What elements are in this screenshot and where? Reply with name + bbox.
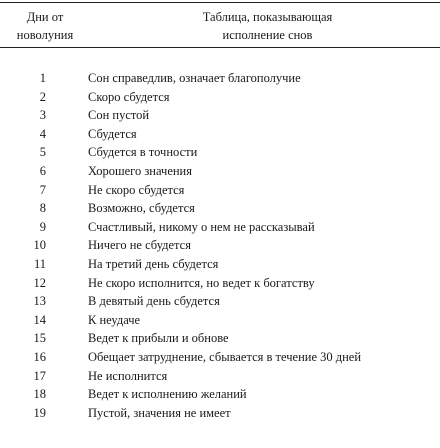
dream-meaning: Пустой, значения не имеет bbox=[88, 405, 231, 420]
table-row bbox=[0, 162, 440, 181]
day-number: 18 bbox=[33, 387, 46, 402]
day-number: 14 bbox=[33, 312, 46, 327]
dream-meaning: Сбудется в точности bbox=[88, 145, 198, 160]
day-number: 8 bbox=[39, 201, 46, 216]
day-number: 13 bbox=[33, 294, 46, 309]
table-row bbox=[0, 199, 440, 218]
table-row bbox=[0, 181, 440, 200]
column-header-days-line2: новолуния bbox=[16, 28, 74, 42]
day-number: 4 bbox=[39, 126, 46, 141]
table-row bbox=[0, 329, 440, 348]
table-row bbox=[0, 69, 440, 88]
dream-meaning: Ведет к прибыли и обнове bbox=[88, 331, 229, 346]
dream-meaning: К неудаче bbox=[88, 312, 141, 327]
column-header-days bbox=[0, 8, 90, 44]
day-number: 1 bbox=[39, 71, 46, 85]
table-row bbox=[0, 218, 440, 237]
dream-meaning: Возможно, сбудется bbox=[88, 201, 195, 216]
dream-meaning: Не скоро сбудется bbox=[88, 182, 185, 197]
table-row bbox=[0, 143, 440, 162]
dream-meaning: На третий день сбудется bbox=[88, 256, 219, 271]
table-row bbox=[0, 348, 440, 367]
dream-meaning: Обещает затруднение, сбывается в течение 30 дней bbox=[88, 349, 362, 364]
column-header-days-line1: Дни от bbox=[26, 10, 64, 24]
day-number: 3 bbox=[39, 108, 46, 123]
day-number: 10 bbox=[33, 238, 46, 253]
dream-meaning: Счастливый, никому о нем не рассказывай bbox=[88, 219, 315, 234]
table-top-rule bbox=[0, 2, 440, 3]
header-divider-rule bbox=[0, 47, 440, 48]
day-number: 19 bbox=[33, 405, 46, 420]
day-number: 15 bbox=[33, 331, 46, 346]
dream-meaning: Скоро сбудется bbox=[88, 89, 170, 104]
column-header-meaning-line1: Таблица, показывающая bbox=[202, 10, 333, 24]
dream-meaning: Сон пустой bbox=[88, 108, 150, 123]
table-body bbox=[0, 69, 440, 422]
table-row bbox=[0, 125, 440, 144]
table-row bbox=[0, 385, 440, 404]
day-number: 11 bbox=[33, 256, 46, 271]
dream-meaning: В девятый день сбудется bbox=[88, 294, 220, 309]
day-number: 7 bbox=[39, 182, 46, 197]
day-number: 12 bbox=[33, 275, 46, 290]
dream-meaning: Не исполнится bbox=[88, 368, 168, 383]
dream-meaning: Сон справедлив, означает благополучие bbox=[88, 71, 301, 85]
day-number: 17 bbox=[33, 368, 46, 383]
day-number: 16 bbox=[33, 349, 46, 364]
day-number: 2 bbox=[39, 89, 46, 104]
dream-meaning: Не скоро исполнится, но ведет к богатству bbox=[88, 275, 315, 290]
table-row bbox=[0, 274, 440, 293]
table-row bbox=[0, 106, 440, 125]
column-header-meaning bbox=[95, 8, 440, 44]
table-row bbox=[0, 255, 440, 274]
table-row bbox=[0, 404, 440, 423]
day-number: 9 bbox=[39, 219, 46, 234]
dream-meaning: Сбудется bbox=[88, 126, 137, 141]
table-row bbox=[0, 88, 440, 107]
table-row bbox=[0, 292, 440, 311]
table-row bbox=[0, 311, 440, 330]
day-number: 6 bbox=[39, 163, 46, 178]
table-row bbox=[0, 236, 440, 255]
dream-meaning: Хорошего значения bbox=[88, 163, 192, 178]
day-number: 5 bbox=[39, 145, 46, 160]
dream-meaning: Ведет к исполнению желаний bbox=[88, 387, 247, 402]
table-row bbox=[0, 367, 440, 386]
dream-meaning: Ничего не сбудется bbox=[88, 238, 191, 253]
column-header-meaning-line2: исполнение снов bbox=[222, 28, 313, 42]
